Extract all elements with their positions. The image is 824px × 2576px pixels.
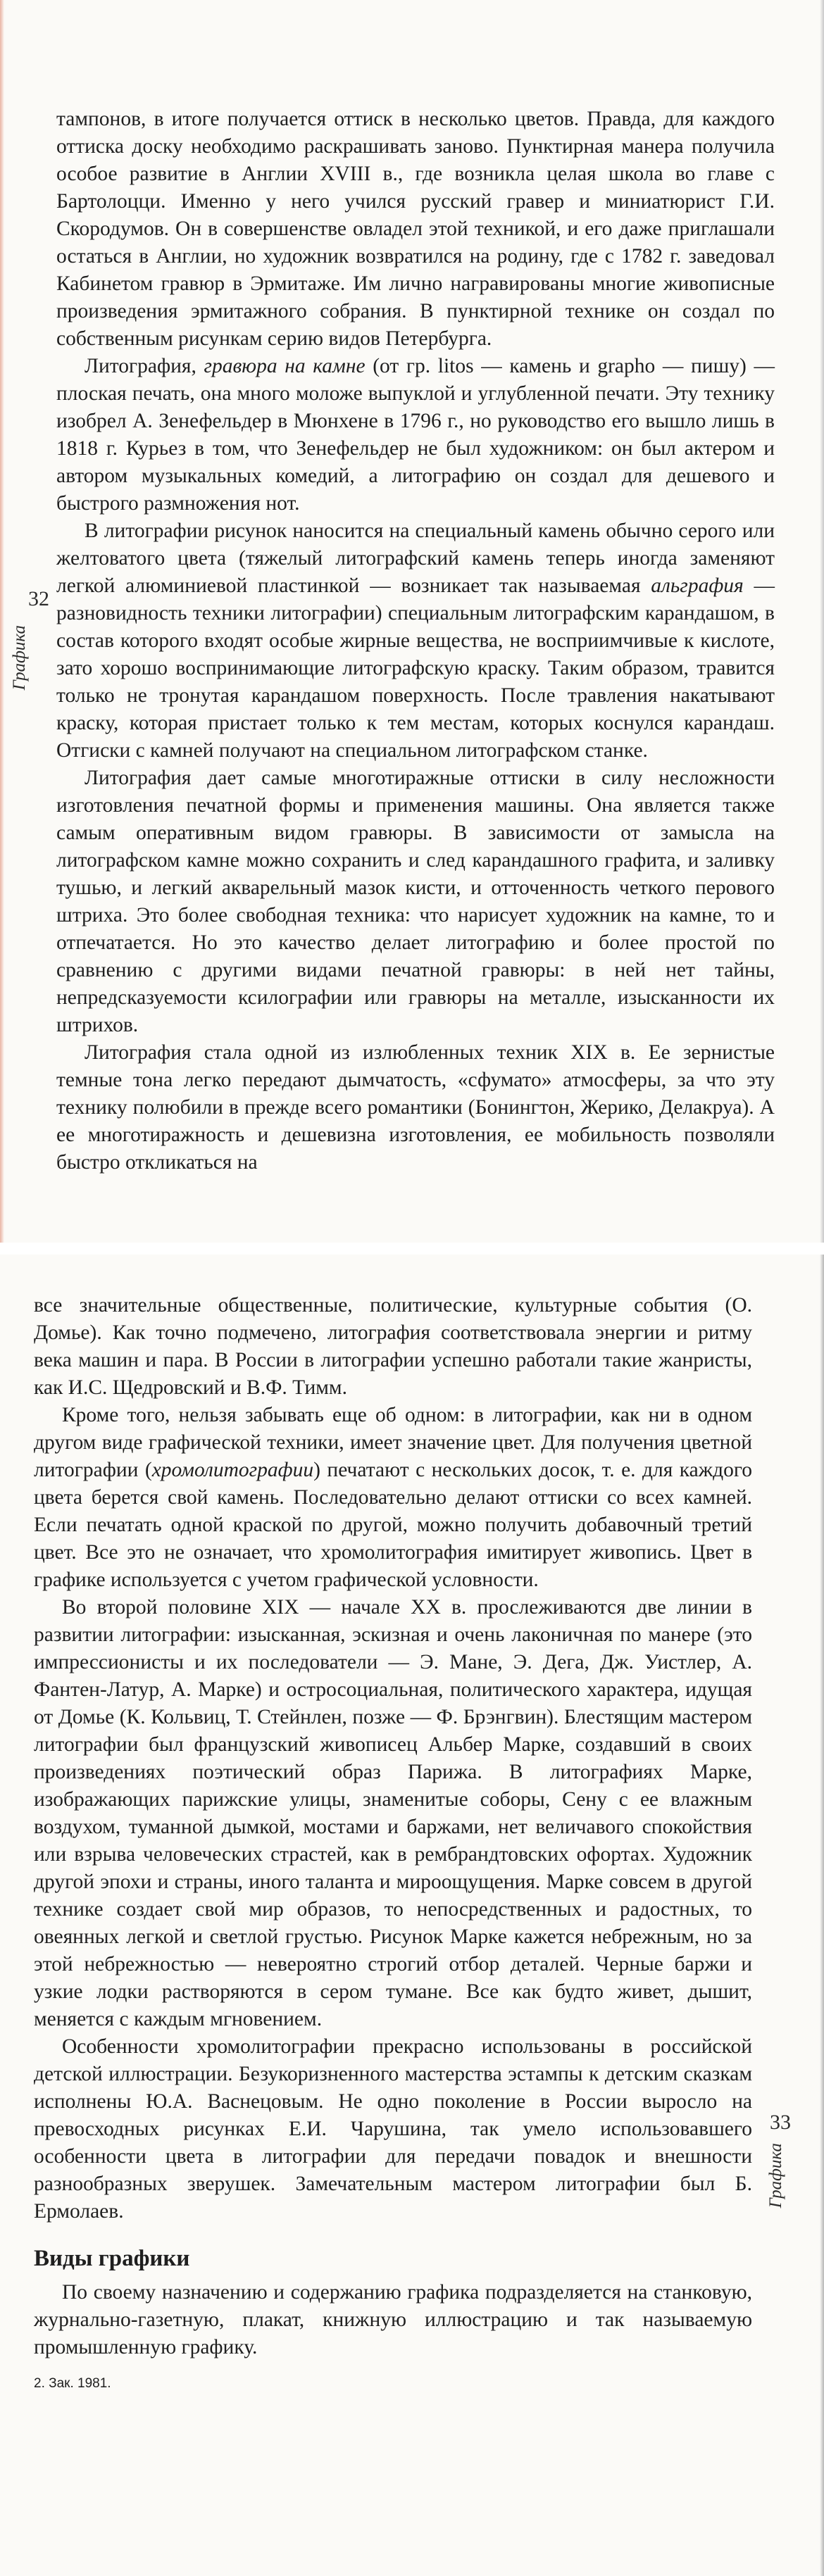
page-number: 32 bbox=[28, 587, 49, 610]
text-run: ) печатают с нескольких досок, т. е. для каждого цвета берется свой камень. Последовательно делают оттиски со всех камней. Если печатать одной краской по другой, можно получить добавочный третий цвет. Все это не означает, что хромолитография имитирует живопись. Цвет в графике используется с учетом графической условности. bbox=[34, 1459, 752, 1591]
paragraph: По своему назначению и содержанию графика подразделяется на станковую, журнально-газетную, плакат, книжную иллюстрацию и так называемую промышленную графику. bbox=[34, 2281, 752, 2358]
text-run: В литографии рисунок наносится на специальный камень обычно серого или желтоватого цвета (тяжелый литографский камень теперь иногда заменяют легкой алюминиевой пластинкой — возникает так называемая bbox=[56, 520, 775, 597]
page-number: 33 bbox=[770, 2111, 791, 2134]
paragraph bbox=[56, 353, 775, 517]
printer-note: 2. Зак. 1981. bbox=[34, 2376, 111, 2391]
paragraph bbox=[56, 517, 775, 765]
italic-term: альграфия bbox=[651, 574, 744, 597]
main-text bbox=[56, 106, 775, 1176]
text-run: (от гр. litos — камень и grapho — пишу) —плоская печать, она много моложе выпуклой и углубленной печати. Эту технику изобрел А. Зенефельдер в Мюнхене в 1796 г., но руководство его вышло лишь в 1818 г. Курьез в том, что Зенефельдер не был художником: он был актером и автором музыкальных комедий, а литографию он создал для дешевого и быстрого размножения нот. bbox=[56, 355, 775, 515]
text-run: Литография, bbox=[85, 355, 204, 377]
section-margin-label: Графика bbox=[766, 2143, 785, 2209]
paragraph: Особенности хромолитографии прекрасно использованы в российской детской иллюстрации. Безукоризненного мастерства эстампы к детским сказкам исполнены Ю.А. Васнецовым. Не одно поколение в России выросло на превосходных рисунках Е.И. Чарушина, так умело использовавшего особенности цвета в литографии для передачи повадок и внешности разнообразных зверушек. Замечательным мастером литографии был Б. Ермолаев. bbox=[34, 2035, 752, 2223]
italic-term: гравюра на камне bbox=[204, 355, 366, 377]
section-heading: Виды графики bbox=[34, 2246, 190, 2271]
section-margin-label: Графика bbox=[10, 625, 29, 691]
paragraph bbox=[34, 1402, 752, 1594]
page-gap bbox=[0, 1243, 824, 1255]
page-33 bbox=[0, 1255, 824, 2576]
main-text bbox=[34, 1292, 752, 2392]
page-edge-right bbox=[820, 1255, 824, 2576]
text-run: — разновидность техники литографии) специальным литографским карандашом, в состав которого входят особые жирные вещества, не восприимчивые к кислоте, зато хорошо воспринимающие литографскую краску. Таким образом, травится только не тронутая карандашом поверхность. После травления накатывают краску, которая пристает только к тем местам, которых коснулся карандаш. Отгиски с камней получают на специальном литографском станке. bbox=[56, 574, 775, 762]
page-edge-right bbox=[820, 0, 824, 1243]
paragraph: Литография дает самые многотиражные оттиски в силу несложности изготовления печатной формы и применения машины. Она является также самым оперативным видом гравюры. В зависимости от замысла на литографском камне можно сохранить и след карандашного графита, и заливку тушью, и легкий акварельный мазок кисти, и отточенность четкого перового штриха. Это более свободная техника: что нарисует художник на камне, то и отпечатается. Но это качество делает литографию и более простой по сравнению с другими видами печатной гравюры: в ней нет тайны, непредсказуемости ксилографии или гравюры на металле, изысканности их штрихов. bbox=[56, 767, 775, 1036]
text-run: Кроме того, нельзя забывать еще об одном: в литографии, как ни в одном другом виде графической техники, имеет значение цвет. Для получения цветной литографии ( bbox=[34, 1404, 752, 1481]
paragraph: все значительные общественные, политические, культурные события (О. Домье). Как точно подмечено, литография соответствовала энергии и ритму века машин и пара. В России в литографии успешно работали такие жанристы, как И.С. Щедровский и В.Ф. Тимм. bbox=[34, 1294, 752, 1399]
page-edge-left bbox=[0, 0, 4, 1243]
paragraph: Литография стала одной из излюбленных техник XIX в. Ее зернистые темные тона легко передают дымчатость, «сфумато» атмосферы, за что эту технику полюбили в прежде всего романтики (Бонингтон, Жерико, Делакруа). А ее многотиражность и дешевизна изготовления, ее мобильность позволяли быстро откликаться на bbox=[56, 1041, 775, 1174]
italic-term: хромолитографии bbox=[151, 1459, 314, 1481]
paragraph: тампонов, в итоге получается оттиск в несколько цветов. Правда, для каждого оттиска доску необходимо раскрашивать заново. Пунктирная манера получила особое развитие в Англии XVIII в., где возникла целая школа во главе с Бартолоцци. Именно у него учился русский гравер и миниатюрист Г.И. Скородумов. Он в совершенстве овладел этой техникой, и его даже приглашали остаться в Англии, но художник возвратился на родину, где с 1782 г. заведовал Кабинетом гравюр в Эрмитаже. Им лично награвированы многие живописные произведения эрмитажного собрания. В пунктирной технике он создал по собственным рисункам серию видов Петербурга. bbox=[56, 108, 775, 350]
paragraph: Во второй половине XIX — начале XX в. прослеживаются две линии в развитии литографии: изысканная, эскизная и очень лаконичная по манере (это импрессионисты и их последователи — Э. Мане, Э. Дега, Дж. Уистлер, А. Фантен-Латур, А. Марке) и остросоциальная, политического характера, идущая от Домье (К. Кольвиц, Т. Стейнлен, позже — Ф. Брэнгвин). Блестящим мастером литографии был французский живописец Альбер Марке, создавший в своих произведениях поэтический образ Парижа. В литографиях Марке, изображающих парижские улицы, знаменитые соборы, Сену с ее влажным воздухом, туманной дымкой, мостами и баржами, нет величавого спокойствия или взрыва человеческих страстей, как в рембрандтовских офортах. Художник другой эпохи и страны, иного таланта и мироощущения. Марке совсем в другой технике создает свой мир образов, то непосредственных и радостных, то овеянных легкой и светлой грустью. Рисунок Марке кажется небрежным, но за этой небрежностью — невероятно строгий отбор деталей. Черные баржи и узкие лодки растворяются в сером тумане. Все как будто живет, дышит, меняется с каждым мгновением. bbox=[34, 1596, 752, 2030]
page-32 bbox=[0, 0, 824, 1243]
